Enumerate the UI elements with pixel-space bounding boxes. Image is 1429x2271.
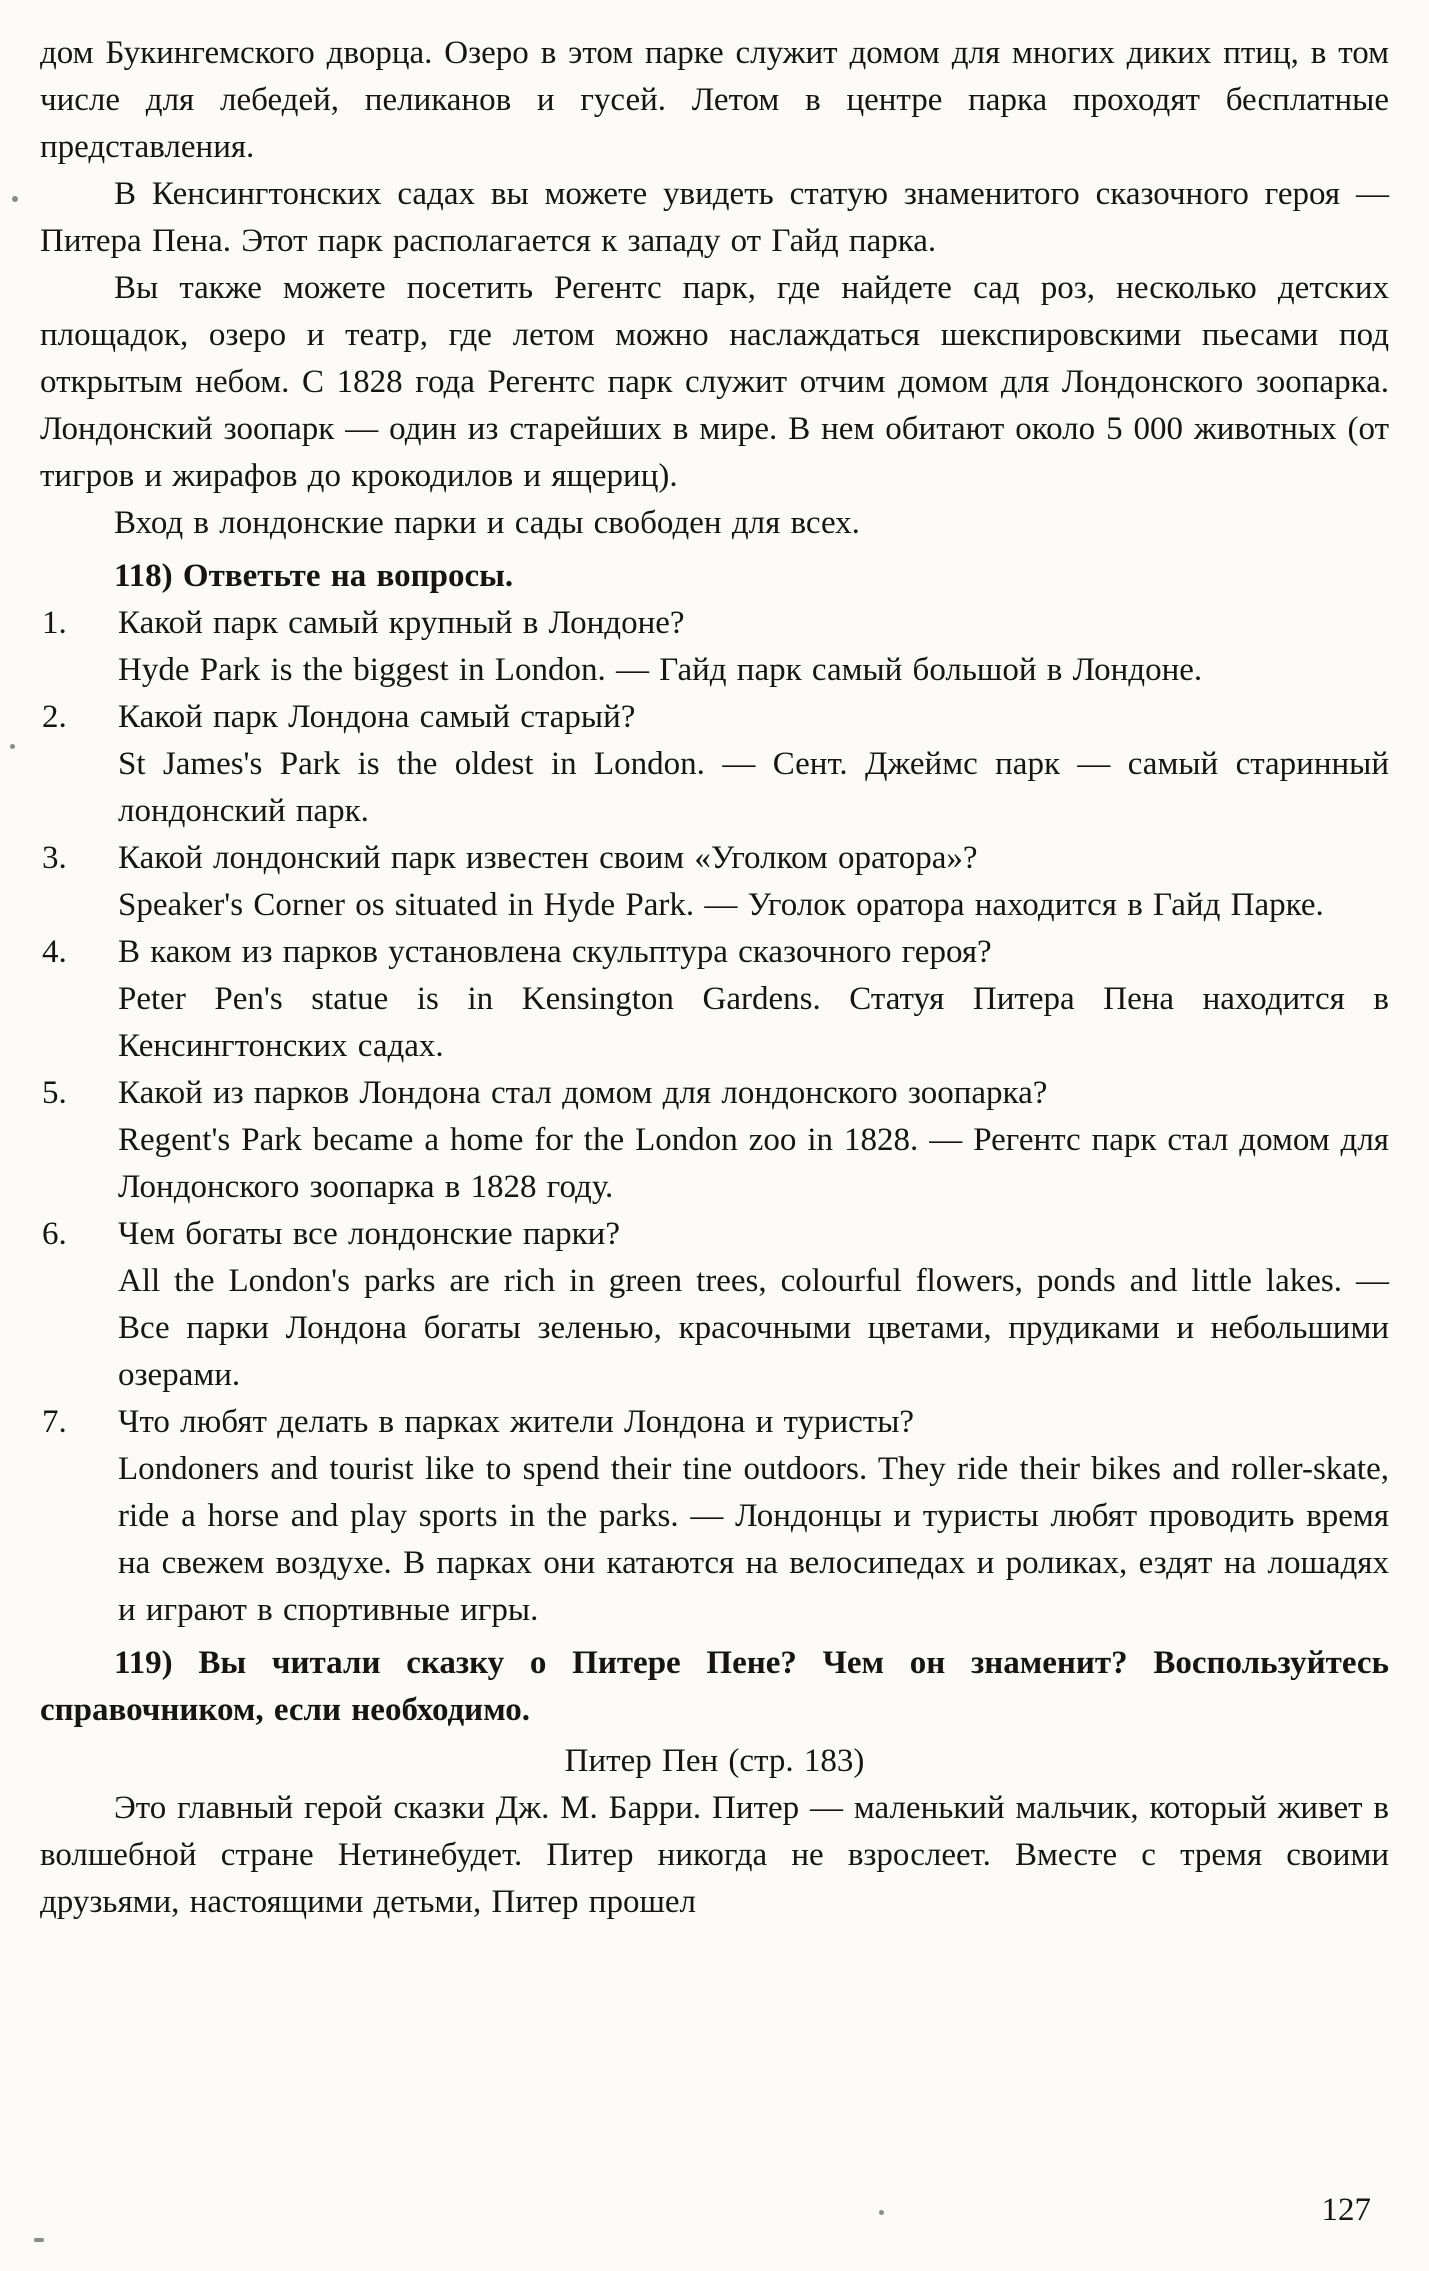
qa-item-6 bbox=[40, 1211, 1389, 1399]
qa-answer: Peter Pen's statue is in Kensington Gardens. Статуя Питера Пена находится в Кенсингтонских садах. bbox=[118, 981, 1389, 1064]
page-content bbox=[40, 30, 1389, 1926]
exercise-119-heading: 119) Вы читали сказку о Питере Пене? Чем он знаменит? Воспользуйтесь справочником, если необходимо. bbox=[40, 1645, 1389, 1728]
qa-number: 7. bbox=[42, 1404, 67, 1440]
qa-answer: Hyde Park is the biggest in London. — Гайд парк самый большой в Лондоне. bbox=[118, 652, 1203, 688]
qa-question: Какой парк самый крупный в Лондоне? bbox=[118, 605, 685, 641]
scan-artifact bbox=[34, 2238, 44, 2242]
qa-question: Какой парк Лондона самый старый? bbox=[118, 699, 636, 735]
qa-answer: St James's Park is the oldest in London. — Сент. Джеймс парк — самый старинный лондонский парк. bbox=[118, 746, 1389, 829]
qa-item-2 bbox=[40, 694, 1389, 835]
paragraph-kensington: В Кенсингтонских садах вы можете увидеть статую знаменитого сказочного героя — Питера Пена. Этот парк располагается к западу от Гайд парка. bbox=[40, 176, 1389, 259]
qa-question: Какой из парков Лондона стал домом для лондонского зоопарка? bbox=[118, 1075, 1048, 1111]
closing-paragraph: Это главный герой сказки Дж. М. Барри. Питер — маленький мальчик, который живет в волшебной стране Нетинебудет. Питер никогда не взрослеет. Вместе с тремя своими друзьями, настоящими детьми, Питер прошел bbox=[40, 1790, 1389, 1920]
qa-number: 4. bbox=[42, 934, 67, 970]
qa-number: 1. bbox=[42, 605, 67, 641]
qa-number: 6. bbox=[42, 1216, 67, 1252]
qa-item-4 bbox=[40, 929, 1389, 1070]
peter-pan-subtitle: Питер Пен (стр. 183) bbox=[564, 1743, 865, 1779]
qa-number: 3. bbox=[42, 840, 67, 876]
qa-item-1 bbox=[40, 600, 1389, 694]
scan-artifact bbox=[879, 2210, 884, 2215]
scan-artifact bbox=[12, 196, 18, 202]
qa-item-3 bbox=[40, 835, 1389, 929]
exercise-118-heading: 118) Ответьте на вопросы. bbox=[114, 558, 514, 594]
qa-number: 5. bbox=[42, 1075, 67, 1111]
qa-answer: Regent's Park became a home for the London zoo in 1828. — Регентс парк стал домом для Лондонского зоопарка в 1828 году. bbox=[118, 1122, 1389, 1205]
qa-question: Что любят делать в парках жители Лондона и туристы? bbox=[118, 1404, 915, 1440]
page-number: 127 bbox=[1321, 2192, 1371, 2228]
qa-question: Чем богаты все лондонские парки? bbox=[118, 1216, 620, 1252]
qa-item-5 bbox=[40, 1070, 1389, 1211]
qa-item-7 bbox=[40, 1399, 1389, 1634]
qa-number: 2. bbox=[42, 699, 67, 735]
paragraph-regents: Вы также можете посетить Регентс парк, где найдете сад роз, несколько детских площадок, озеро и театр, где летом можно наслаждаться шекспировскими пьесами под открытым небом. С 1828 года Регентс парк служит отчим домом для Лондонского зоопарка. Лондонский зоопарк — один из старейших в мире. В нем обитают около 5 000 животных (от тигров и жирафов до крокодилов и ящериц). bbox=[40, 270, 1389, 494]
qa-answer: Londoners and tourist like to spend their tine outdoors. They ride their bikes and roller-skate, ride a horse and play sports in the parks. — Лондонцы и туристы любят проводить время на свежем воздухе. В парках они катаются на велосипедах и роликах, ездят на лошадях и играют в спортивные игры. bbox=[118, 1451, 1389, 1628]
paragraph-entry-free: Вход в лондонские парки и сады свободен для всех. bbox=[114, 505, 860, 541]
qa-answer: All the London's parks are rich in green trees, colourful flowers, ponds and little lakes. — Все парки Лондона богаты зеленью, красочными цветами, прудиками и небольшими озерами. bbox=[118, 1263, 1389, 1393]
qa-question: В каком из парков установлена скульптура сказочного героя? bbox=[118, 934, 992, 970]
qa-list bbox=[40, 600, 1389, 1634]
qa-answer: Speaker's Corner os situated in Hyde Park. — Уголок оратора находится в Гайд Парке. bbox=[118, 887, 1324, 923]
scan-artifact bbox=[10, 744, 15, 749]
paragraph-continuation: дом Букингемского дворца. Озеро в этом парке служит домом для многих диких птиц, в том числе для лебедей, пеликанов и гусей. Летом в центре парка проходят бесплатные представления. bbox=[40, 35, 1389, 165]
qa-question: Какой лондонский парк известен своим «Уголком оратора»? bbox=[118, 840, 978, 876]
